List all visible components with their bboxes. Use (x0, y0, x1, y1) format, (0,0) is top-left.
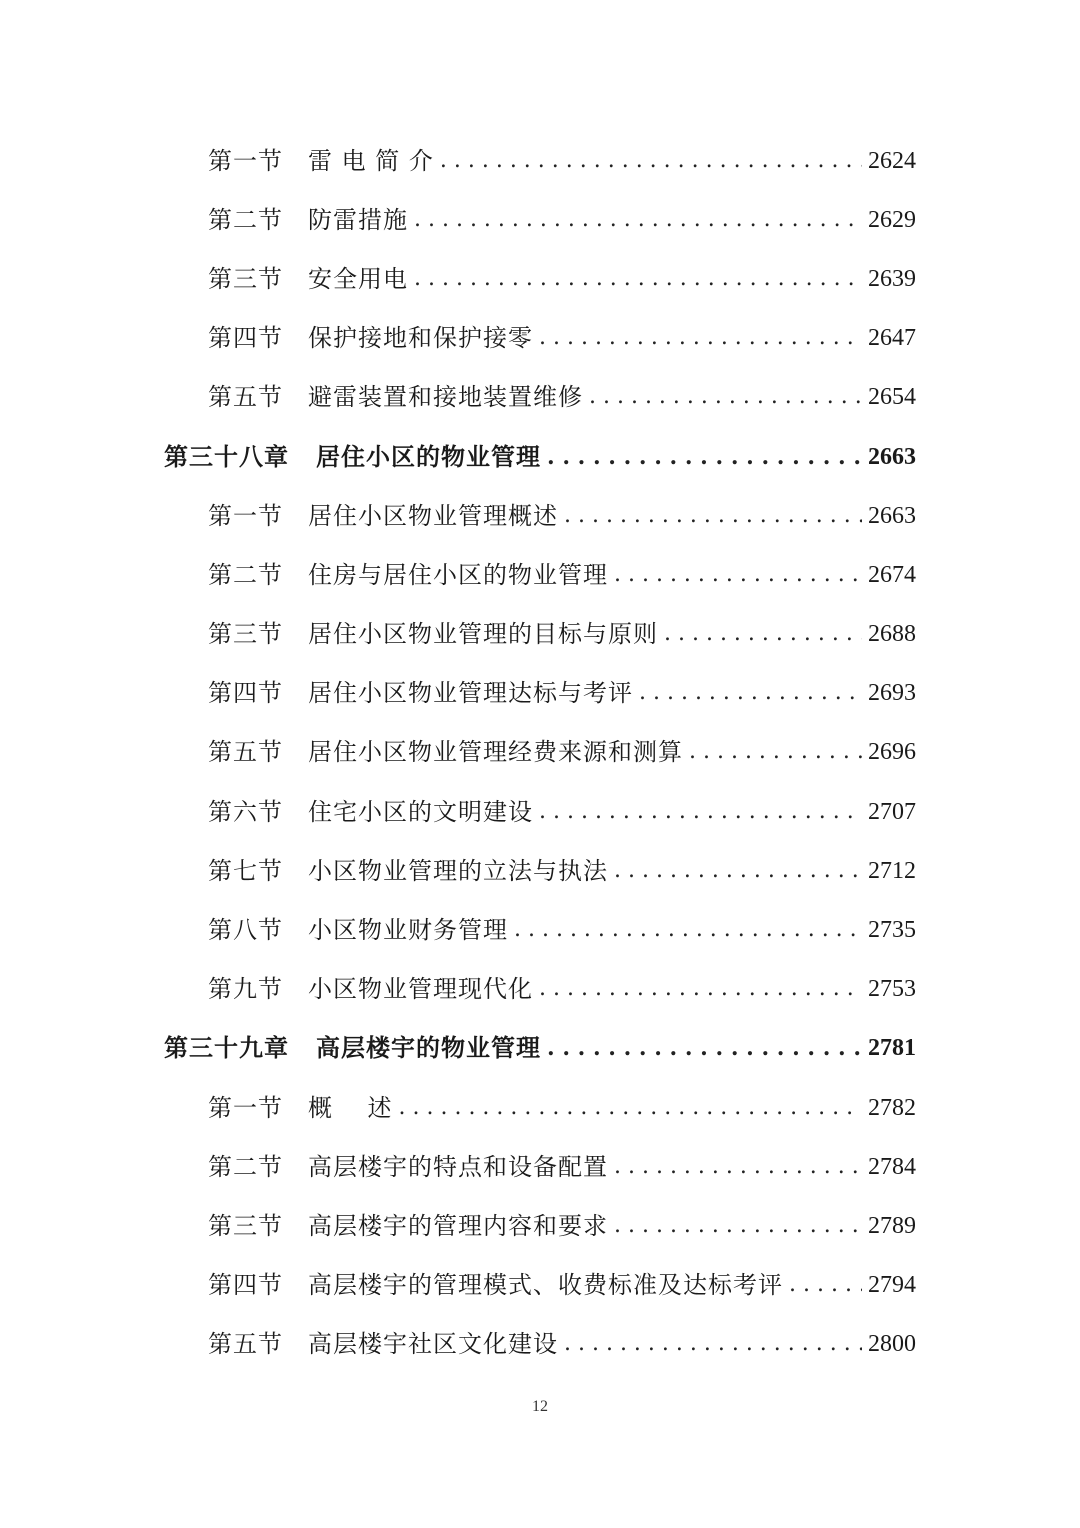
toc-entry[interactable] (0, 605, 1080, 664)
toc-entry[interactable] (0, 368, 1080, 427)
toc-entry-label: 第一节 (208, 1093, 283, 1122)
toc-entry-page: 2674 (868, 561, 916, 588)
toc-entry-label: 第五节 (208, 738, 283, 767)
toc-entry-title: 住宅小区的文明建设 (308, 797, 533, 826)
toc-entry-page: 2654 (868, 384, 916, 411)
toc-entry-title: 小区物业管理现代化 (308, 975, 533, 1004)
toc-entry-label: 第五节 (208, 383, 283, 412)
toc-entry-title: 避雷装置和接地装置维修 (308, 383, 583, 412)
toc-chapter-page: 2781 (868, 1035, 916, 1062)
toc-entry-label: 第五节 (208, 1330, 283, 1359)
table-of-contents (0, 131, 1080, 1374)
toc-entry-label: 第二节 (208, 560, 283, 589)
toc-leader-dots (539, 327, 862, 349)
toc-entry[interactable] (0, 486, 1080, 545)
toc-leader-dots (689, 741, 862, 763)
toc-entry-page: 2707 (868, 798, 916, 825)
toc-entry-page: 2693 (868, 680, 916, 707)
toc-entry-title: 高层楼宇的特点和设备配置 (308, 1152, 608, 1181)
toc-entry-page: 2782 (868, 1094, 916, 1121)
toc-leader-dots (547, 446, 862, 468)
footer-page-number: 12 (532, 1398, 548, 1415)
toc-entry-label: 第四节 (208, 679, 283, 708)
toc-leader-dots (789, 1274, 862, 1296)
toc-entry-title: 住房与居住小区的物业管理 (308, 560, 608, 589)
toc-leader-dots (564, 505, 862, 527)
toc-entry-title: 小区物业管理的立法与执法 (308, 856, 608, 885)
toc-entry[interactable] (0, 664, 1080, 723)
toc-entry-label: 第六节 (208, 797, 283, 826)
toc-entry-title: 居住小区物业管理的目标与原则 (308, 620, 658, 649)
toc-entry-title: 居住小区物业管理达标与考评 (308, 679, 633, 708)
toc-entry[interactable] (0, 723, 1080, 782)
toc-leader-dots (514, 919, 862, 941)
toc-entry-label: 第七节 (208, 856, 283, 885)
toc-entry-page: 2696 (868, 739, 916, 766)
toc-entry-title: 高层楼宇的管理内容和要求 (308, 1211, 608, 1240)
toc-entry[interactable] (0, 841, 1080, 900)
toc-entry-label: 第三节 (208, 620, 283, 649)
toc-entry-title: 防雷措施 (308, 205, 408, 234)
toc-entry-title: 概 述 (308, 1093, 393, 1122)
toc-entry[interactable] (0, 782, 1080, 841)
toc-entry-page: 2794 (868, 1272, 916, 1299)
toc-entry-page: 2663 (868, 502, 916, 529)
toc-chapter-title: 居住小区的物业管理 (316, 441, 541, 471)
toc-chapter-title: 高层楼宇的物业管理 (316, 1033, 541, 1063)
toc-leader-dots (614, 564, 862, 586)
toc-chapter-page: 2663 (868, 443, 916, 470)
toc-entry-page: 2629 (868, 206, 916, 233)
toc-entry-title: 居住小区物业管理概述 (308, 501, 558, 530)
toc-entry[interactable] (0, 1196, 1080, 1255)
toc-entry-label: 第一节 (208, 146, 283, 175)
toc-entry-label: 第九节 (208, 975, 283, 1004)
toc-entry[interactable] (0, 309, 1080, 368)
toc-entry-label: 第三节 (208, 264, 283, 293)
toc-entry-page: 2688 (868, 621, 916, 648)
toc-entry[interactable] (0, 545, 1080, 604)
toc-entry[interactable] (0, 249, 1080, 308)
toc-leader-dots (399, 1097, 862, 1119)
toc-entry-title: 居住小区物业管理经费来源和测算 (308, 738, 683, 767)
toc-entry-page: 2624 (868, 147, 916, 174)
toc-entry-page: 2753 (868, 976, 916, 1003)
toc-entry[interactable] (0, 1315, 1080, 1374)
toc-entry-page: 2735 (868, 917, 916, 944)
toc-entry-label: 第二节 (208, 1152, 283, 1181)
toc-entry[interactable] (0, 131, 1080, 190)
toc-entry-title: 保护接地和保护接零 (308, 324, 533, 353)
toc-entry-label: 第四节 (208, 324, 283, 353)
toc-entry[interactable] (0, 1078, 1080, 1137)
toc-entry-title: 高层楼宇社区文化建设 (308, 1330, 558, 1359)
toc-entry-title: 安全用电 (308, 264, 408, 293)
toc-leader-dots (664, 623, 862, 645)
toc-leader-dots (589, 386, 862, 408)
toc-leader-dots (564, 1333, 862, 1355)
toc-chapter-label: 第三十九章 (164, 1033, 289, 1063)
toc-entry-title: 雷 电 简 介 (308, 146, 434, 175)
toc-entry-label: 第四节 (208, 1271, 283, 1300)
toc-entry-page: 2800 (868, 1331, 916, 1358)
toc-chapter-entry[interactable] (0, 427, 1080, 486)
toc-entry[interactable] (0, 960, 1080, 1019)
toc-leader-dots (414, 209, 862, 231)
toc-leader-dots (547, 1037, 862, 1059)
toc-leader-dots (539, 801, 862, 823)
toc-chapter-label: 第三十八章 (164, 441, 289, 471)
toc-entry-label: 第一节 (208, 501, 283, 530)
toc-entry[interactable] (0, 190, 1080, 249)
toc-leader-dots (614, 860, 862, 882)
toc-entry-page: 2639 (868, 265, 916, 292)
toc-leader-dots (440, 150, 862, 172)
toc-chapter-entry[interactable] (0, 1019, 1080, 1078)
toc-entry[interactable] (0, 900, 1080, 959)
toc-leader-dots (639, 682, 862, 704)
toc-entry-title: 小区物业财务管理 (308, 916, 508, 945)
toc-leader-dots (614, 1156, 862, 1178)
toc-leader-dots (414, 268, 862, 290)
toc-entry-label: 第二节 (208, 205, 283, 234)
toc-leader-dots (539, 978, 862, 1000)
toc-entry-page: 2784 (868, 1153, 916, 1180)
toc-entry-label: 第三节 (208, 1211, 283, 1240)
toc-entry-page: 2647 (868, 325, 916, 352)
toc-entry[interactable] (0, 1256, 1080, 1315)
toc-entry-title: 高层楼宇的管理模式、收费标准及达标考评 (308, 1271, 783, 1300)
toc-entry-page: 2789 (868, 1212, 916, 1239)
toc-entry[interactable] (0, 1137, 1080, 1196)
toc-entry-label: 第八节 (208, 916, 283, 945)
toc-entry-page: 2712 (868, 857, 916, 884)
toc-leader-dots (614, 1215, 862, 1237)
